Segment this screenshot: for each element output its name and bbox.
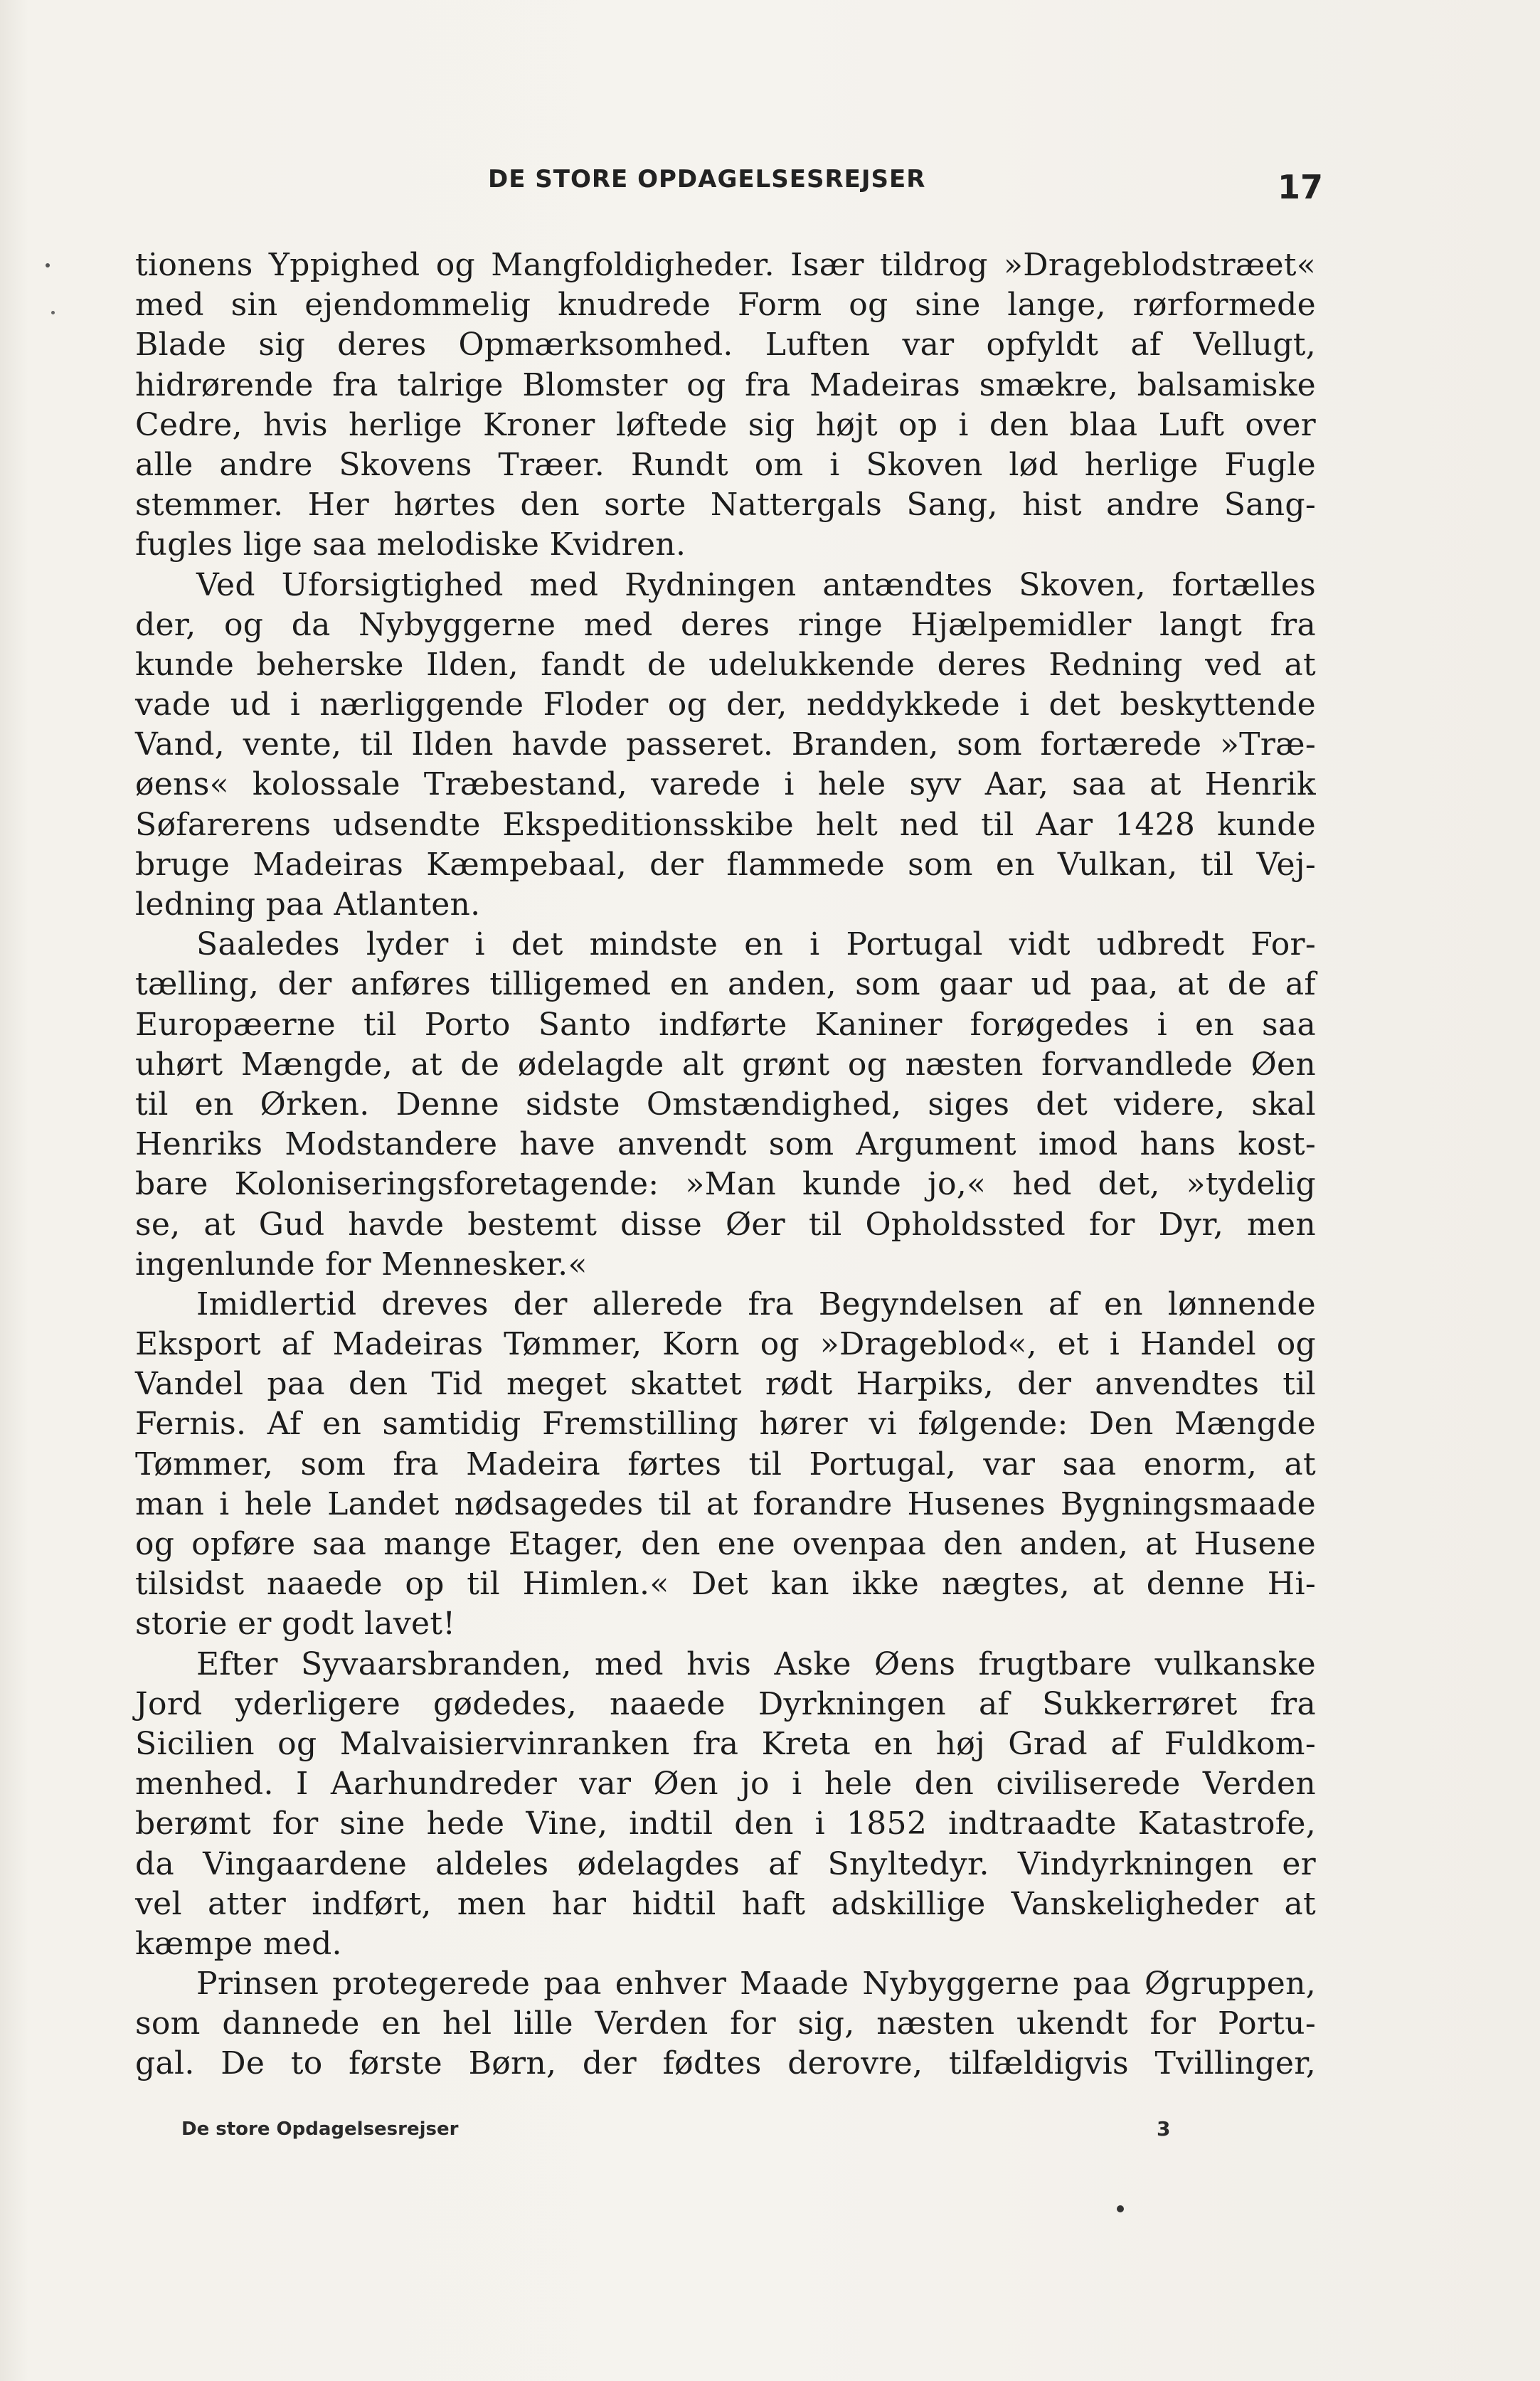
text-line: øens« kolossale Træbestand, varede i hele syv Aar, saa at Henrik (135, 766, 1316, 803)
text-line: og opføre saa mange Etager, den ene ovenpaa den anden, at Husene (135, 1526, 1316, 1562)
text-line: Vandel paa den Tid meget skattet rødt Harpiks, der anvendtes til (135, 1366, 1316, 1403)
text-line: storie er godt lavet! (135, 1606, 456, 1643)
text-line: bruge Madeiras Kæmpebaal, der flammede som en Vulkan, til Vej- (135, 846, 1316, 883)
text-line: kæmpe med. (135, 1925, 342, 1962)
text-line: vel atter indført, men har hidtil haft adskillige Vanskeligheder at (135, 1885, 1316, 1922)
text-line: stemmer. Her hørtes den sorte Nattergals Sang, hist andre Sang- (135, 487, 1316, 524)
text-line: Ved Uforsigtighed med Rydningen antændtes Skoven, fortælles (196, 566, 1316, 603)
text-line: Henriks Modstandere have anvendt som Argument imod hans kost- (135, 1126, 1316, 1163)
text-line: Blade sig deres Opmærksomhed. Luften var opfyldt af Vellugt, (135, 327, 1316, 364)
ink-speck (51, 311, 55, 314)
footer-sheet-number: 3 (1157, 2117, 1171, 2141)
text-line: Prinsen protegerede paa enhver Maade Nybyggerne paa Øgruppen, (196, 1966, 1316, 2003)
text-line: Tømmer, som fra Madeira førtes til Portugal, var saa enorm, at (135, 1446, 1316, 1483)
page-number: 17 (1278, 168, 1324, 206)
text-line: Efter Syvaarsbranden, med hvis Aske Øens frugtbare vulkanske (196, 1645, 1316, 1682)
text-line: tilsidst naaede op til Himlen.« Det kan ikke nægtes, at denne Hi- (135, 1566, 1316, 1603)
text-line: til en Ørken. Denne sidste Omstændighed, siges det videre, skal (135, 1086, 1316, 1123)
text-line: Vand, vente, til Ilden havde passeret. Branden, som fortærede »Træ- (135, 726, 1316, 763)
text-line: alle andre Skovens Træer. Rundt om i Skoven lød herlige Fugle (135, 446, 1316, 483)
text-line: Fernis. Af en samtidig Fremstilling hører vi følgende: Den Mængde (135, 1406, 1316, 1443)
ink-speck (1117, 2205, 1124, 2212)
text-line: Saaledes lyder i det mindste en i Portugal vidt udbredt For- (196, 926, 1316, 963)
text-line: da Vingaardene aldeles ødelagdes af Snyltedyr. Vindyrkningen er (135, 1845, 1316, 1882)
text-line: Imidlertid dreves der allerede fra Begyndelsen af en lønnende (196, 1285, 1316, 1322)
ink-speck (46, 263, 50, 267)
text-line: der, og da Nybyggerne med deres ringe Hjælpemidler langt fra (135, 606, 1316, 643)
text-line: vade ud i nærliggende Floder og der, neddykkede i det beskyttende (135, 686, 1316, 723)
text-line: med sin ejendommelig knudrede Form og sine lange, rørformede (135, 287, 1316, 324)
text-line: Søfarerens udsendte Ekspeditionsskibe helt ned til Aar 1428 kunde (135, 806, 1316, 843)
text-line: bare Koloniseringsforetagende: »Man kunde jo,« hed det, »tydelig (135, 1166, 1316, 1203)
text-line: Jord yderligere gødedes, naaede Dyrkningen af Sukkerrøret fra (135, 1685, 1316, 1722)
text-line: man i hele Landet nødsagedes til at forandre Husenes Bygningsmaade (135, 1485, 1316, 1522)
text-line: gal. De to første Børn, der fødtes derovre, tilfældigvis Tvillinger, (135, 2045, 1316, 2082)
text-line: berømt for sine hede Vine, indtil den i 1852 indtraadte Katastrofe, (135, 1805, 1316, 1842)
text-line: hidrørende fra talrige Blomster og fra Madeiras smækre, balsamiske (135, 366, 1316, 403)
text-line: Cedre, hvis herlige Kroner løftede sig højt op i den blaa Luft over (135, 406, 1316, 443)
text-line: tælling, der anføres tilligemed en anden, som gaar ud paa, at de af (135, 966, 1316, 1003)
footer-signature: De store Opdagelsesrejser (181, 2118, 459, 2140)
text-line: Sicilien og Malvaisiervinranken fra Kreta en høj Grad af Fuldkom- (135, 1725, 1316, 1762)
text-line: fugles lige saa melodiske Kvidren. (135, 526, 686, 563)
text-line: tionens Yppighed og Mangfoldigheder. Især tildrog »Drageblodstræet« (135, 247, 1316, 283)
text-line: som dannede en hel lille Verden for sig, næsten ukendt for Portu- (135, 2005, 1316, 2042)
body-text (135, 245, 1316, 2084)
text-line: menhed. I Aarhundreder var Øen jo i hele den civiliserede Verden (135, 1766, 1316, 1803)
text-line: se, at Gud havde bestemt disse Øer til Opholdssted for Dyr, men (135, 1206, 1316, 1243)
text-line: uhørt Mængde, at de ødelagde alt grønt og næsten forvandlede Øen (135, 1046, 1316, 1083)
text-line: ledning paa Atlanten. (135, 886, 481, 923)
text-line: Europæerne til Porto Santo indførte Kaniner forøgedes i en saa (135, 1006, 1316, 1043)
running-header: DE STORE OPDAGELSESREJSER (488, 165, 926, 193)
text-line: Eksport af Madeiras Tømmer, Korn og »Drageblod«, et i Handel og (135, 1326, 1316, 1363)
text-line: kunde beherske Ilden, fandt de udelukkende deres Redning ved at (135, 646, 1316, 683)
text-line: ingenlunde for Mennesker.« (135, 1246, 588, 1283)
